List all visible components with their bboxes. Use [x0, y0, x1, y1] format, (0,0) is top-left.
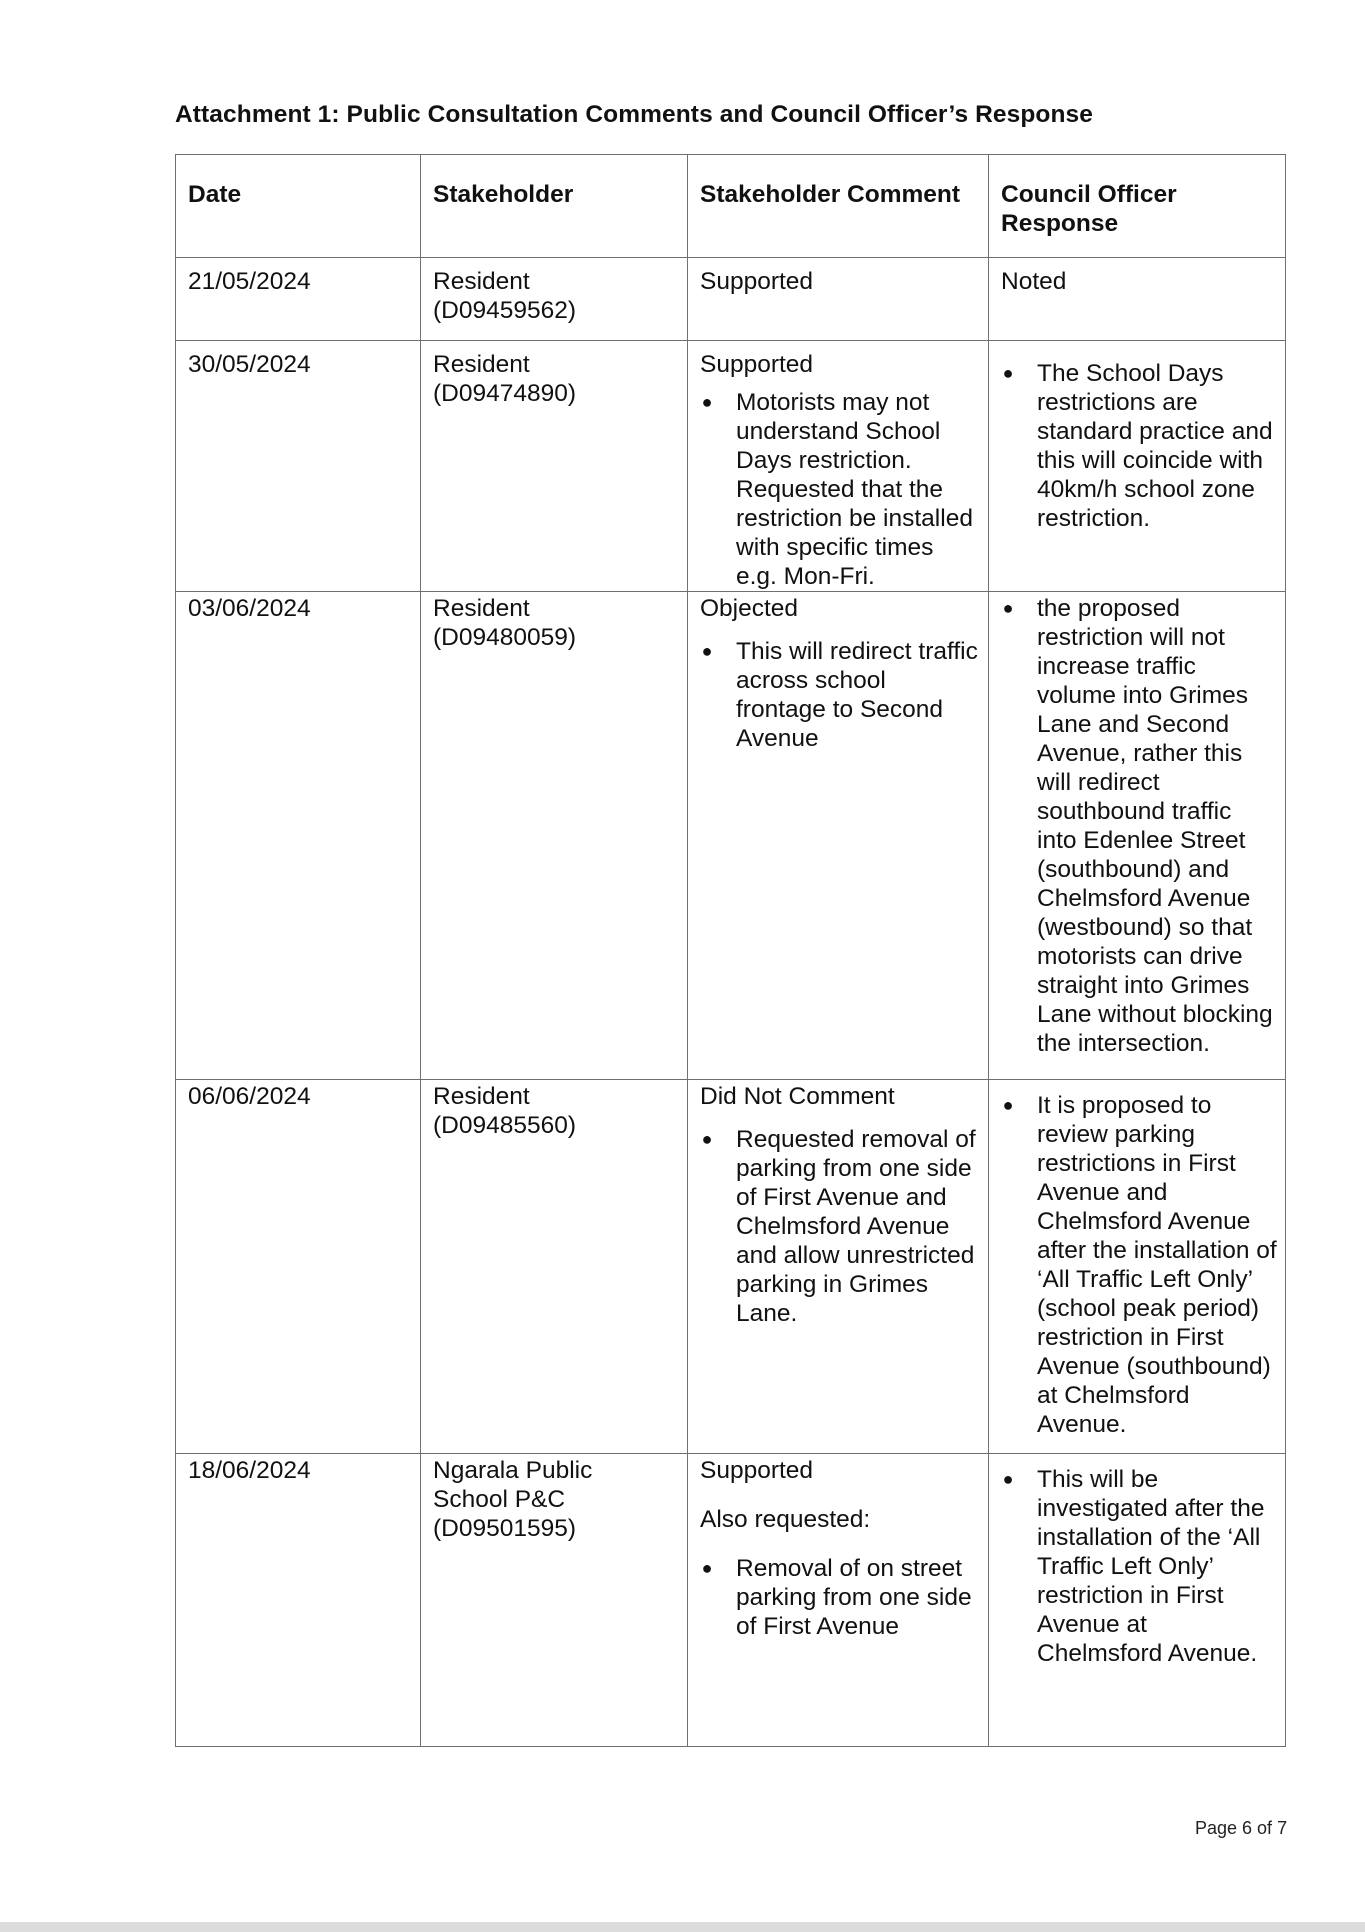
response-bullet-item — [1001, 1091, 1277, 1439]
stakeholder-ref: (D09474890) — [433, 380, 577, 407]
comment-bullet-item — [700, 388, 980, 591]
table-row — [176, 258, 1286, 341]
comment-extra: Also requested: — [700, 1506, 871, 1533]
response-bullet-text: It is proposed to review parking restrictions in First Avenue and Chelmsford Avenue after the installation of ‘All Traffic Left Only’ (school peak period) restriction in First Avenue (southbound) at Chelmsford Avenue. — [1037, 1092, 1277, 1438]
comment-status: Did Not Comment — [700, 1083, 895, 1110]
header-stakeholder: Stakeholder — [421, 155, 688, 258]
page-title: Attachment 1: Public Consultation Comments and Council Officer’s Response — [175, 101, 1093, 128]
stakeholder-ref: (D09480059) — [433, 624, 577, 651]
comment-bullet-item — [700, 1554, 980, 1641]
comment-bullet-text: Requested removal of parking from one side of First Avenue and Chelmsford Avenue and allow unrestricted parking in Grimes Lane. — [736, 1126, 976, 1327]
bullet-icon: ● — [1002, 363, 1014, 383]
stakeholder-name: Ngarala Public School P&C — [433, 1457, 593, 1513]
response-bullet-item — [1001, 594, 1277, 1058]
bullet-icon: ● — [701, 1558, 713, 1578]
bullet-icon: ● — [701, 1129, 713, 1149]
comment-status: Supported — [700, 351, 814, 378]
cell-stakeholder — [421, 341, 688, 592]
comment-status: Objected — [700, 595, 799, 622]
consultation-table — [175, 154, 1286, 1747]
stakeholder-name: Resident — [433, 1083, 530, 1110]
cell-response — [989, 341, 1286, 592]
cell-response — [989, 1454, 1286, 1747]
comment-bullet-list — [700, 1554, 980, 1641]
page-bottom-edge — [0, 1922, 1365, 1932]
header-date: Date — [176, 155, 421, 258]
header-council-response-label: Council Officer Response — [1001, 181, 1177, 237]
comment-bullet-text: Motorists may not understand School Days restriction. Requested that the restriction be installed with specific times e.g. Mon-Fri. — [736, 389, 973, 590]
cell-response — [989, 1080, 1286, 1454]
bullet-icon: ● — [701, 392, 713, 412]
comment-status: Supported — [700, 268, 814, 295]
header-stakeholder-comment: Stakeholder Comment — [688, 155, 989, 258]
response-bullet-text: The School Days restrictions are standard practice and this will coincide with 40km/h school zone restriction. — [1037, 360, 1273, 532]
cell-comment — [688, 341, 989, 592]
table-row — [176, 1454, 1286, 1747]
response-bullet-list — [1001, 359, 1277, 533]
response-bullet-list — [1001, 594, 1277, 1058]
cell-date: 18/06/2024 — [176, 1454, 421, 1747]
comment-bullet-text: This will redirect traffic across school frontage to Second Avenue — [736, 638, 978, 752]
bullet-icon: ● — [1002, 1469, 1014, 1489]
table-row — [176, 341, 1286, 592]
comment-bullet-list — [700, 637, 980, 753]
response-bullet-list — [1001, 1465, 1277, 1668]
cell-comment — [688, 1080, 989, 1454]
comment-bullet-item — [700, 637, 980, 753]
response-bullet-text: This will be investigated after the installation of the ‘All Traffic Left Only’ restriction in First Avenue at Chelmsford Avenue. — [1037, 1466, 1265, 1667]
stakeholder-ref: (D09485560) — [433, 1112, 577, 1139]
cell-response — [989, 592, 1286, 1080]
cell-stakeholder — [421, 592, 688, 1080]
response-text: Noted — [1001, 268, 1067, 295]
comment-bullet-list — [700, 1125, 980, 1328]
cell-stakeholder — [421, 1080, 688, 1454]
stakeholder-ref: (D09501595) — [433, 1515, 577, 1542]
stakeholder-ref: (D09459562) — [433, 297, 577, 324]
cell-stakeholder — [421, 1454, 688, 1747]
table-header-row — [176, 155, 1286, 258]
cell-date: 06/06/2024 — [176, 1080, 421, 1454]
table-row — [176, 592, 1286, 1080]
comment-status: Supported — [700, 1457, 814, 1484]
response-bullet-item — [1001, 1465, 1277, 1668]
response-bullet-text: the proposed restriction will not increase traffic volume into Grimes Lane and Second Avenue, rather this will redirect southbound traffic into Edenlee Street (southbound) and Chelmsford Avenue (westbound) so that motorists can drive straight into Grimes Lane without blocking the intersection. — [1037, 595, 1273, 1057]
table-row — [176, 1080, 1286, 1454]
stakeholder-name: Resident — [433, 595, 530, 622]
page-number: Page 6 of 7 — [1195, 1818, 1288, 1838]
cell-comment — [688, 258, 989, 341]
header-council-response — [989, 155, 1286, 258]
bullet-icon: ● — [701, 641, 713, 661]
response-bullet-list — [1001, 1091, 1277, 1439]
comment-bullet-item — [700, 1125, 980, 1328]
cell-date: 03/06/2024 — [176, 592, 421, 1080]
comment-bullet-list — [700, 388, 980, 591]
stakeholder-name: Resident — [433, 351, 530, 378]
comment-bullet-text: Removal of on street parking from one side of First Avenue — [736, 1555, 972, 1640]
bullet-icon: ● — [1002, 1095, 1014, 1115]
cell-response — [989, 258, 1286, 341]
cell-comment — [688, 1454, 989, 1747]
stakeholder-name: Resident — [433, 268, 530, 295]
cell-stakeholder — [421, 258, 688, 341]
cell-comment — [688, 592, 989, 1080]
cell-date: 30/05/2024 — [176, 341, 421, 592]
bullet-icon: ● — [1002, 598, 1014, 618]
response-bullet-item — [1001, 359, 1277, 533]
cell-date: 21/05/2024 — [176, 258, 421, 341]
